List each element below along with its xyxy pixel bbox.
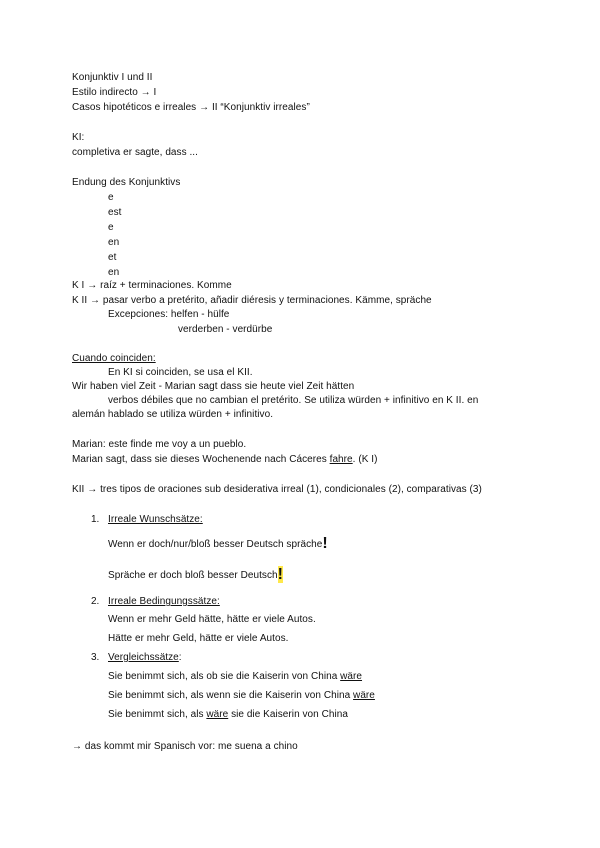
footer-note: → das kommt mir Spanisch vor: me suena a chino [72, 741, 298, 752]
wunsch-example-1-text: Wenn er doch/nur/bloß besser Deutsch spräche [108, 539, 323, 550]
coinciden-line-2: Wir haben viel Zeit - Marian sagt dass sie heute viel Zeit hätten [72, 381, 355, 392]
highlighted-exclamation-mark: ! [277, 566, 284, 583]
endung-item: e [108, 192, 114, 203]
marian-verb: fahre [329, 454, 353, 465]
exceptions-line-2: verderben - verdürbe [178, 324, 273, 335]
vergleichssaetze-title [108, 652, 182, 664]
vergleichssaetze-colon: : [178, 652, 182, 663]
coinciden-line-3: verbos débiles que no cambian el pretérito. Se utiliza würden + infinitivo en K II. en [108, 395, 479, 406]
endung-heading: Endung des Konjunktivs [72, 177, 181, 188]
endung-item: est [108, 207, 122, 218]
vergleich-example-1-text: Sie benimmt sich, als ob sie die Kaiserin von China [108, 671, 341, 682]
wunsch-example-2-text: Spräche er doch bloß besser Deutsch [108, 570, 278, 581]
marian-line-2-suffix: . (K I) [352, 454, 378, 465]
coinciden-heading: Cuando coinciden: [72, 353, 156, 364]
endung-item: e [108, 222, 114, 233]
exclamation-mark: ! [322, 535, 328, 552]
exceptions-line-1: Excepciones: helfen - hülfe [108, 309, 230, 320]
marian-line-2-text: Marian sagt, dass sie dieses Wochenende nach Cáceres [72, 454, 330, 465]
vergleich-example-3 [108, 709, 348, 721]
ki-example: completiva er sagte, dass ... [72, 147, 198, 158]
wunsch-example-2 [108, 566, 284, 583]
waere-word: wäre [340, 671, 363, 682]
vergleich-example-3-text: Sie benimmt sich, als [108, 709, 207, 720]
doc-title: Konjunktiv I und II [72, 72, 153, 83]
kii-intro: KII → tres tipos de oraciones sub desiderativa irreal (1), condicionales (2), comparativas (3) [72, 484, 482, 495]
ki-heading: KI: [72, 132, 85, 143]
vergleich-example-2 [108, 690, 375, 702]
bedingung-example-2: Hätte er mehr Geld, hätte er viele Autos. [108, 633, 289, 644]
vergleichssaetze-title-text: Vergleichssätze [108, 652, 179, 663]
rule-k2: K II → pasar verbo a pretérito, añadir diéresis y terminaciones. Kämme, spräche [72, 295, 432, 306]
bedingungssaetze-title: Irreale Bedingungssätze: [108, 596, 220, 607]
coinciden-line-1: En KI si coinciden, se usa el KII. [108, 367, 253, 378]
list-number-1: 1. [91, 514, 100, 525]
vergleich-example-3-suffix: sie die Kaiserin von China [228, 709, 348, 720]
marian-line-1: Marian: este finde me voy a un pueblo. [72, 439, 247, 450]
waere-word: wäre [206, 709, 229, 720]
waere-word: wäre [353, 690, 375, 701]
rule-k1: K I → raíz + terminaciones. Komme [72, 280, 232, 291]
vergleich-example-2-text: Sie benimmt sich, als wenn sie die Kaiserin von China [108, 690, 354, 701]
wunschsaetze-title: Irreale Wunschsätze: [108, 514, 203, 525]
bedingung-example-1: Wenn er mehr Geld hätte, hätte er viele Autos. [108, 614, 316, 625]
header-line-3: Casos hipotéticos e irreales → II “Konjunktiv irreales” [72, 102, 310, 113]
endung-item: en [108, 237, 120, 248]
list-number-2: 2. [91, 596, 100, 607]
coinciden-line-4: alemán hablado se utiliza würden + infinitivo. [72, 409, 274, 420]
wunsch-example-1 [108, 535, 328, 552]
list-number-3: 3. [91, 652, 100, 663]
endung-item: en [108, 267, 120, 278]
endung-item: et [108, 252, 117, 263]
header-line-2: Estilo indirecto → I [72, 87, 157, 98]
vergleich-example-1 [108, 671, 362, 683]
marian-line-2 [72, 454, 377, 466]
